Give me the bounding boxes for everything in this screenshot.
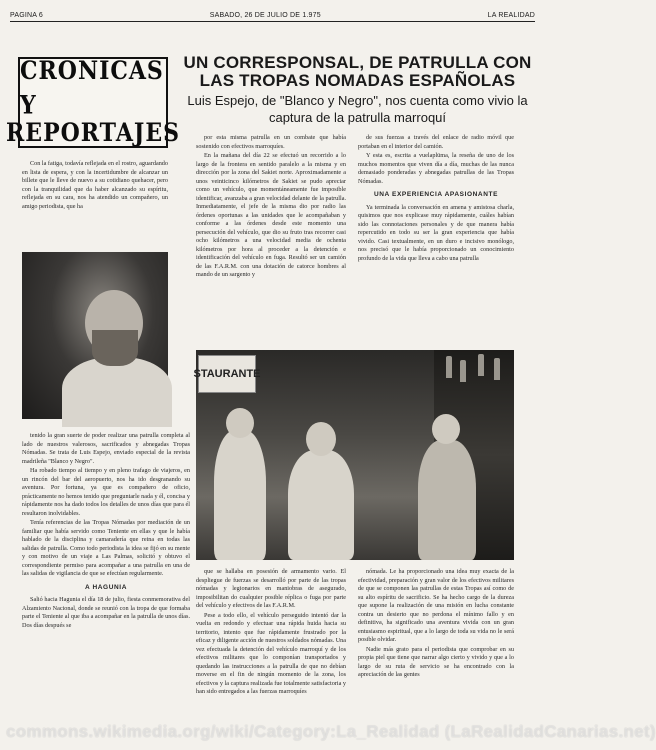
paragraph: Y esta es, escrita a vuelaplüma, la reseña de uno de los muchos momentos que viven día a día, muchas de las nunca demasiado ponderadas y abnegadas patrullas de las Tropas Nómadas.: [358, 152, 514, 185]
paragraph: Tenía referencias de las Tropas Nómadas por mediación de un familiar que había servido como Teniente en ellas y que le había hablado de la disciplina y camaradería que reina en todas las salidas de patrulla. Como todo periodista la idea se fijó en su mente y con motivo de un viaje a Las Palmas, solicitó y obtuvo el correspondiente permiso para acompañar a una patrulla en una de las salidas de vigilancia de que se efectúan regularmente.: [22, 519, 190, 577]
section-subhead: UNA EXPERIENCIA APASIONANTE: [373, 191, 499, 198]
watermark: commons.wikimedia.org/wiki/Category:La_Realidad (LaRealidadCanarias.net): [6, 722, 656, 741]
paragraph: Con la fatiga, todavía reflejada en el rostro, aguardando en lista de espera, y con la incertidumbre de alcanzar un billete que le lleve de nuevo a su cotidiano quehacer, pero con la tranquilidad que da haber alcanzado su espíritu, reflejada en su cara, nos ha atendido un compañero, un amigo periodista, que ha: [22, 160, 168, 210]
paragraph: por esta misma patrulla en un combate que había sostenido con efectivos marroquíes.: [196, 134, 346, 150]
paragraph: nómada. Le ha proporcionado una idea muy exacta de la efectividad, preparación y gran valor de los efectivos militares de que se componen las patrullas de estas Tropas así como de su alto espíritu de sacrificio. Se ha hecho cargo de la dureza que supone la realización de una misión en lucha constante contra un desierto que no perdona el mínimo fallo y en definitiva, ha significado una aventura vivida con un gran entusiasmo espiritual, que a lo largo de toda su vida no le será posible olvidar.: [358, 568, 514, 643]
page-number: PAGINA 6: [10, 11, 43, 19]
column-2-bottom: [196, 568, 346, 744]
paragraph: Ya terminada la conversación en amena y amistosa charla, quisimos que nos explicase muy rápidamente, cuáles habían sido las connotaciones personales y de que manera había repercutido en todo su ser la gran experiencia que había vivido. Casi textualmente, en un duro e incisivo monólogo, nos precisó que le había proporcionado un conocimiento profundo de la vida que lleva a cabo una patrulla: [358, 203, 514, 262]
column-1-top: [22, 160, 168, 248]
paragraph: Salió hacia Hagunia el día 18 de julio, fiesta conmemorativa del Alzamiento Nacional, donde se reunió con la tropa de que formaba parte el Teniente al que iba a acompañar en la patrulla de unos días. Dos días después se: [22, 596, 190, 629]
article-subheadline: Luis Espejo, de "Blanco y Negro", nos cuenta como vivio la captura de la patrulla marroquí: [187, 93, 528, 125]
article-headline: UN CORRESPONSAL, DE PATRULLA CON LAS TROPAS NOMADAS ESPAÑOLAS: [183, 53, 532, 90]
column-3-top: [358, 134, 514, 346]
paragraph: Ha robado tiempo al tiempo y en pleno trafago de viajeros, en un rincón del bar del aeropuerto, nos ha ido desgranando su aventura. Por fortuna, ya que es compañero de oficio, prácticamente no hemos tenido que preguntarle nada y él, concisa y rápidamente nos ha dado todos los detalles de unos días que para él resultaron inolvidables.: [22, 467, 190, 517]
issue-date: SABADO, 26 DE JULIO DE 1.975: [209, 11, 321, 19]
section-subhead: A HAGUNIA: [85, 583, 127, 591]
newspaper-name: LA REALIDAD: [487, 11, 535, 19]
column-1-bottom: [22, 432, 190, 744]
paragraph: que se hallaba en posesión de armamento vario. El despliegue de fuerzas se desarrolló por parte de las tropas nómadas y legionarios en maniobras de asegurado, imposibilitan do cualquier posible réplica o fuga por parte del vehículo y efectivos de las F.A.R.M.: [196, 568, 346, 609]
header-rule: [10, 21, 535, 22]
section-title-line-1: CRONICAS Y: [20, 55, 164, 120]
photo-figure-right: [418, 440, 476, 560]
bottle-shape: [460, 360, 466, 382]
section-title-line-2: REPORTAJES: [6, 117, 180, 148]
bottle-shape: [494, 358, 500, 380]
paragraph: de sus fuerzas a través del enlace de radio móvil que portaban en el interior del camión.: [358, 134, 514, 150]
section-title-box: [6, 55, 180, 148]
paragraph: Nadie más grato para el periodista que comprobar en su propia piel que tiene que narrar algo cierto y vivido y que a lo largo de su ruta de servicio se ha encontrado con la apreciación de las gentes: [358, 645, 514, 678]
photo-figure-left-head: [226, 408, 254, 438]
paragraph: Pese a todo ello, el vehículo perseguido intentó dar la vuelta en redondo y efectuar una rápida huida hacia su territorio, intento que fue rápidamente frustrado por la eficaz y diligente acción de nuestros soldados nómadas. Una vez efectuada la detención del vehículo marroquí y de los efectivos militares que lo componían transportados y quedando las instrucciones a la patrulla de que no debían moverse en el fin de ningún momento de la zona, los efectivos y la captura realizada fue totalmente satisfactoria y han sido entregados a las fuerzas marroquíes: [196, 611, 346, 695]
photo-figure-right-head: [432, 414, 460, 444]
paragraph: tenido la gran suerte de poder realizar una patrulla completa al lado de nuestros valerosos, sacrificados y abnegadas Tropas Nómadas. Se trata de Luis Espejo, enviado especial de la revista madrileña "Blanco y Negro".: [22, 432, 190, 465]
restaurant-sign: STAURANTE: [198, 355, 256, 393]
photo-figure-center-head: [306, 422, 336, 456]
photo-figure-left: [214, 430, 266, 560]
column-3-bottom: [358, 568, 514, 744]
photo-figure-center: [288, 450, 354, 560]
portrait-photo: [22, 252, 168, 419]
paragraph: En la mañana del día 22 se efectuó un recorrido a lo largo de la frontera en sentido paralelo a la misma y en dirección por la zona del Sakiet norte. Aproximadamente a unos veinticinco kilómetros de Sakiet se pudo apreciar como un vehículo, que momentáneamente fue imposible identificar, avanzaba a gran velocidad delante de la patrulla. Inmediatamente, el jefe de la misma dio por radio las órdenes oportunas a las unidades que le acompañaban y conforme a las órdenes desde este momento una persecución del vehículo, que dio su fruto tras recorrer casi ocho kilómetros a una velocidad media de ochenta kilómetros por hora al proceder a la detención e identificación del vehículo en fuga. Resultó ser un camión de las F.A.R.M. con una dotación de catorce hombres al mando de un sargento y: [196, 152, 346, 278]
bar-photo: [193, 350, 514, 560]
page-header: [10, 8, 535, 22]
bottle-shape: [478, 354, 484, 376]
column-2-top: [196, 134, 346, 346]
photo-figure-body: [62, 357, 172, 427]
photo-figure-beard: [92, 330, 138, 366]
bottle-shape: [446, 356, 452, 378]
